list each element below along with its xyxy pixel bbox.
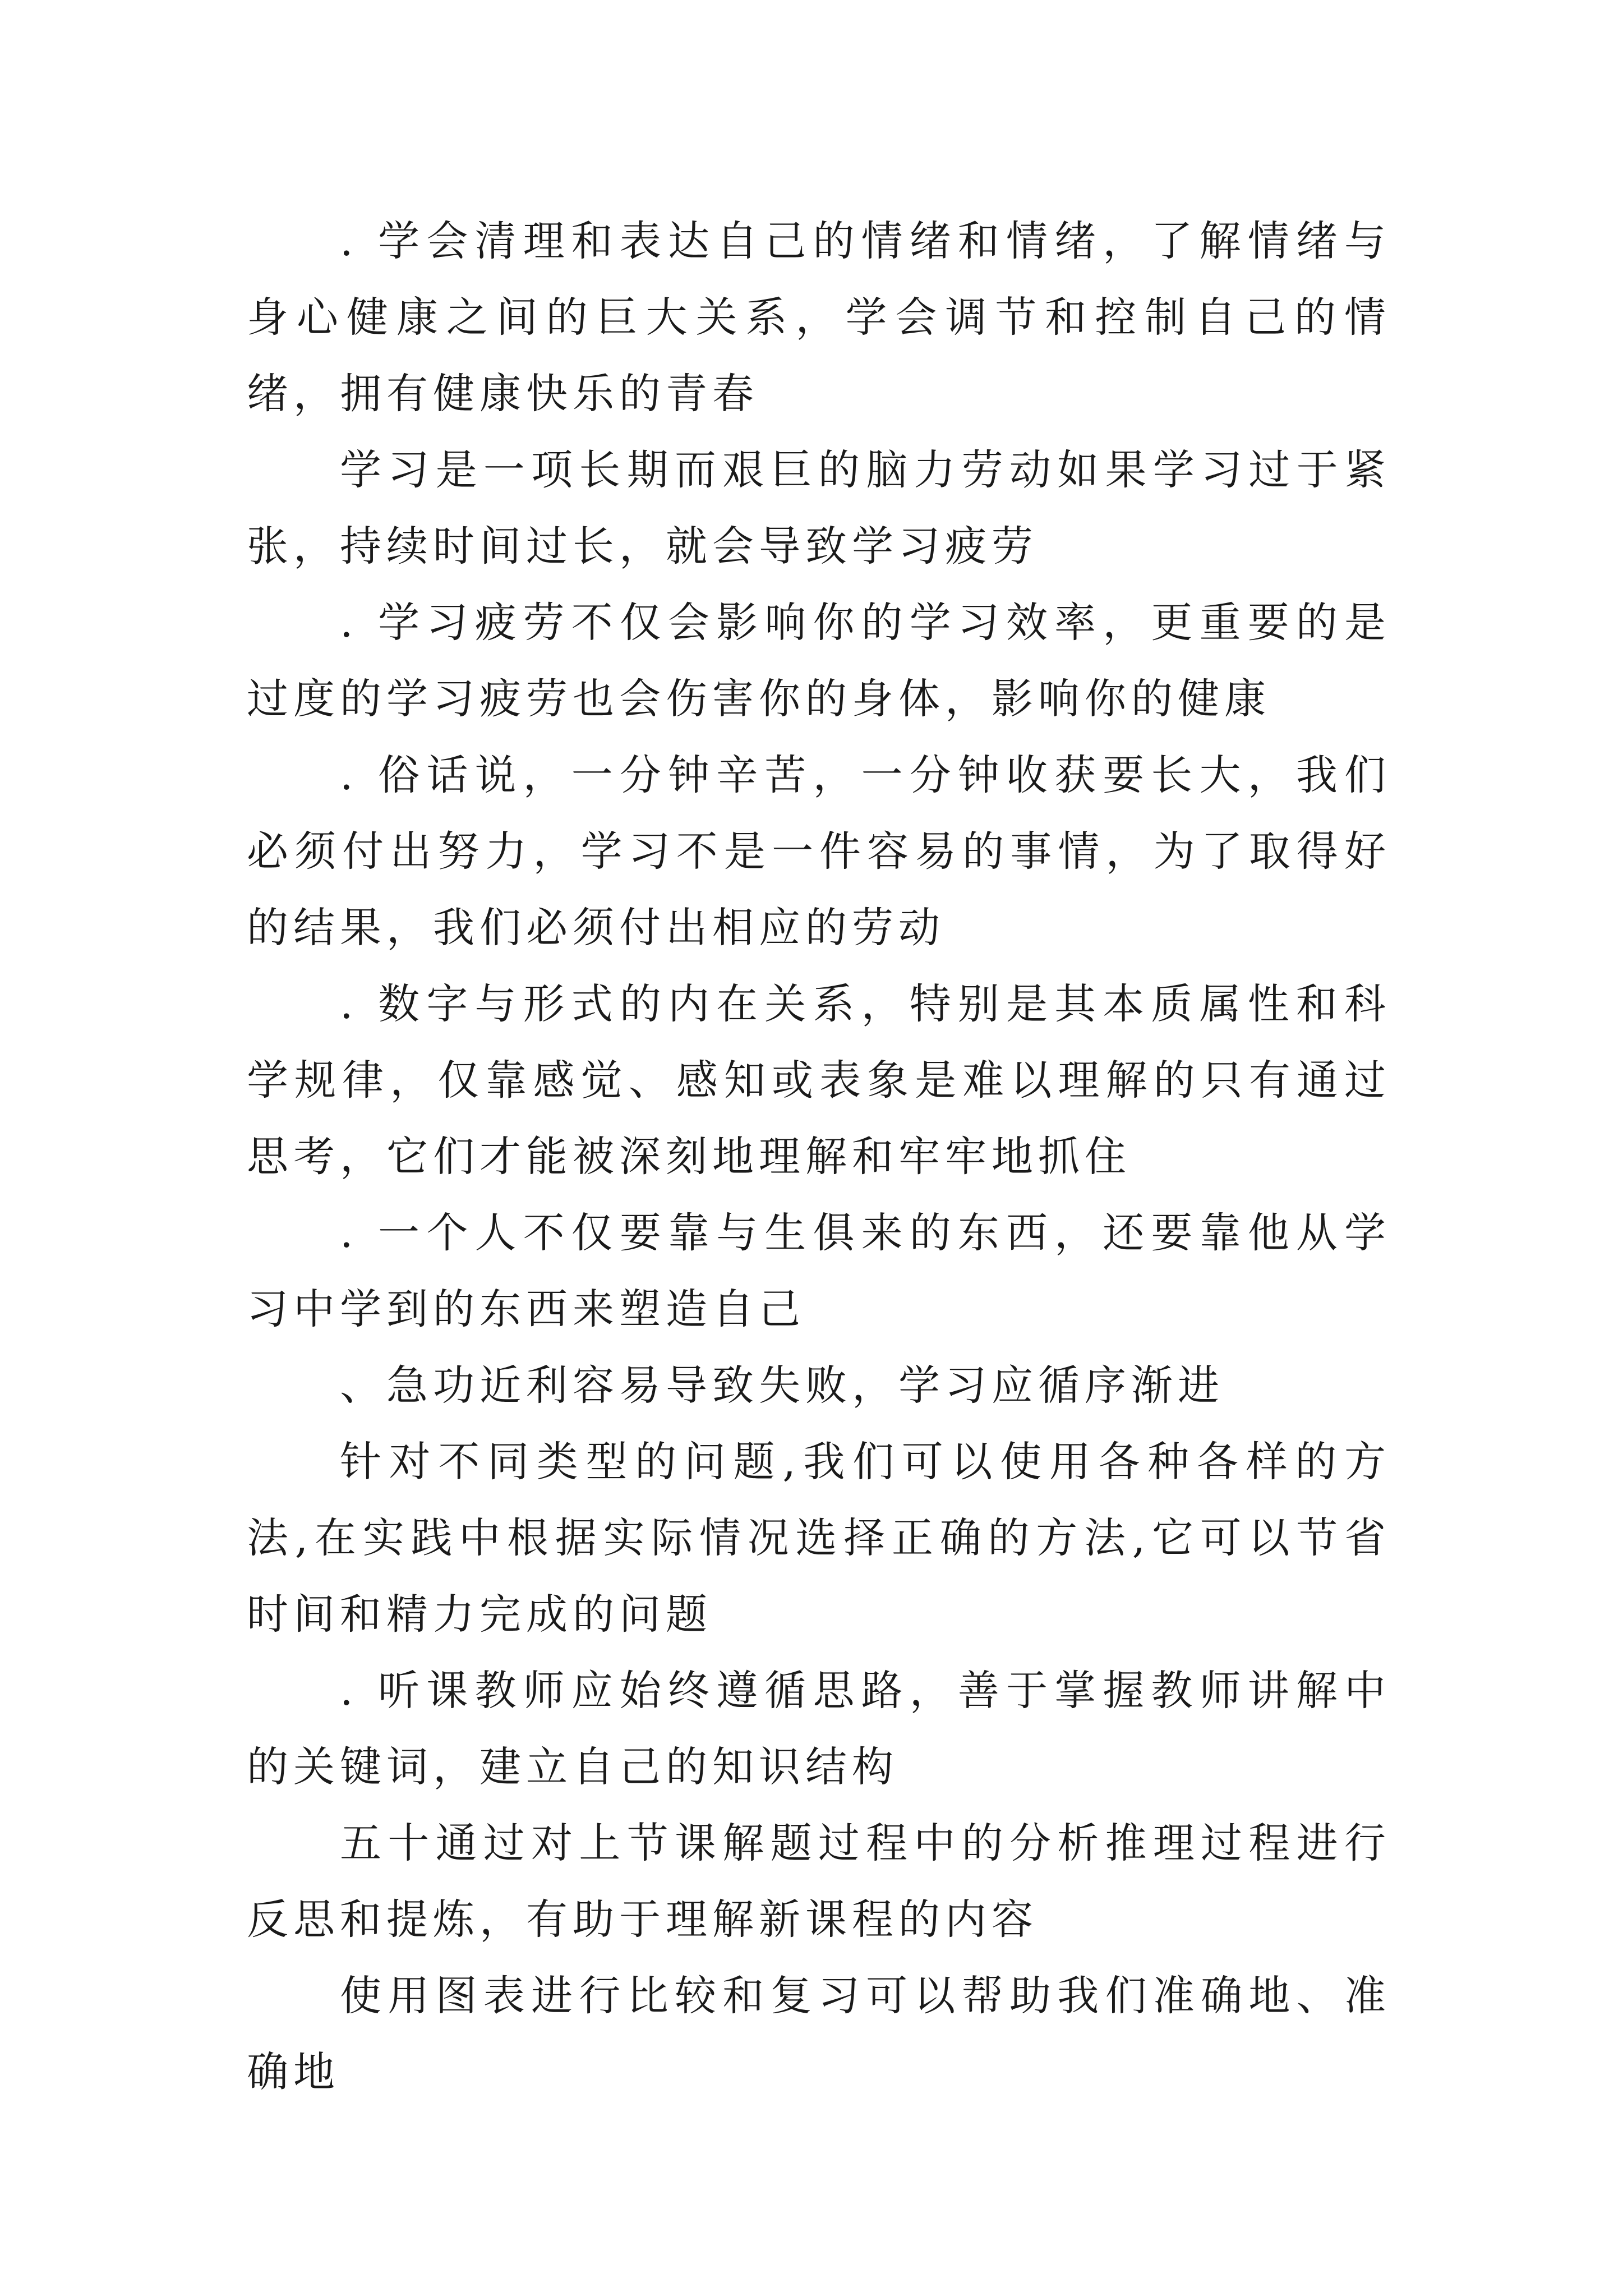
- paragraph-8: 针对不同类型的问题,我们可以使用各种各样的方法,在实践中根据实际情况选择正确的方法,它可以节省时间和精力完成的问题: [247, 1438, 1391, 1639]
- paragraph-2: 学习是一项长期而艰巨的脑力劳动如果学习过于紧张，持续时间过长，就会导致学习疲劳: [247, 446, 1391, 570]
- paragraph-10: 五十通过对上节课解题过程中的分析推理过程进行反思和提炼，有助于理解新课程的内容: [247, 1819, 1391, 1944]
- paragraph-1: . 学会清理和表达自己的情绪和情绪，了解情绪与身心健康之间的巨大关系，学会调节和控制自己的情绪，拥有健康快乐的青春: [247, 217, 1391, 418]
- document-body: [247, 203, 1391, 2110]
- paragraph-6: . 一个人不仅要靠与生俱来的东西，还要靠他从学习中学到的东西来塑造自己: [247, 1209, 1391, 1333]
- paragraph-11: 使用图表进行比较和复习可以帮助我们准确地、准确地: [247, 1972, 1391, 2096]
- paragraph-9: . 听课教师应始终遵循思路，善于掌握教师讲解中的关键词，建立自己的知识结构: [247, 1667, 1391, 1791]
- paragraph-5: . 数字与形式的内在关系，特别是其本质属性和科学规律，仅靠感觉、感知或表象是难以理解的只有通过思考，它们才能被深刻地理解和牢牢地抓住: [247, 980, 1391, 1181]
- paragraph-4: . 俗话说，一分钟辛苦，一分钟收获要长大，我们必须付出努力，学习不是一件容易的事情，为了取得好的结果，我们必须付出相应的劳动: [247, 751, 1391, 952]
- paragraph-7: 、急功近利容易导致失败，学习应循序渐进: [340, 1361, 1224, 1410]
- paragraph-3: . 学习疲劳不仅会影响你的学习效率，更重要的是过度的学习疲劳也会伤害你的身体，影响你的健康: [247, 599, 1391, 723]
